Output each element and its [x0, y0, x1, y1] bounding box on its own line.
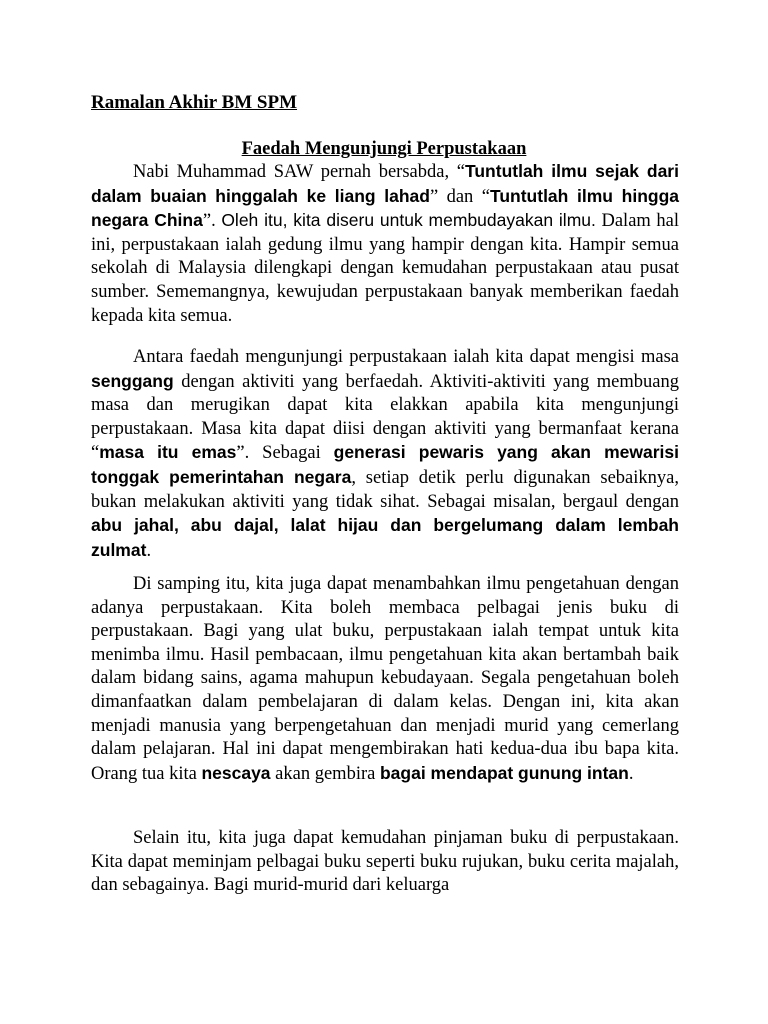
- document-title: Ramalan Akhir BM SPM: [91, 92, 298, 113]
- bold-quote: Tuntutlah ilmu sejak dari dalam buaian hinggalah ke liang lahad: [91, 161, 679, 206]
- paragraph-1: Nabi Muhammad SAW pernah bersabda, “Tuntutlah ilmu sejak dari dalam buaian hinggalah ke liang lahad” dan “Tuntutlah ilmu hingga negara China”. Oleh itu, kita diseru untuk membudayakan ilmu. Dalam hal ini, perpustakaan ialah gedung ilmu yang hampir dengan kita. Hampir semua sekolah di Malaysia dilengkapi dengan kemudahan perpustakaan atau pusat sumber. Sememangnya, kewujudan perpustakaan banyak memberikan faedah kepada kita semua.: [91, 161, 680, 326]
- paragraph-3: Di samping itu, kita juga dapat menambahkan ilmu pengetahuan dengan adanya perpustakaan. Kita boleh membaca pelbagai jenis buku di perpustakaan. Bagi yang ulat buku, perpustakaan ialah tempat untuk kita menimba ilmu. Hasil pembacaan, ilmu pengetahuan kita akan bertambah baik dalam bidang sains, agama mahupun kebudayaan. Segala pengetahuan boleh dimanfaatkan dalam pembelajaran di dalam kelas. Dengan ini, kita akan menjadi manusia yang berpengetahuan dan menjadi murid yang cemerlang dalam pelajaran. Hal ini dapat mengembirakan hati kedua-dua ibu bapa kita. Orang tua kita nescaya akan gembira bagai mendapat gunung intan.: [91, 574, 679, 784]
- bold-phrase: bagai mendapat gunung intan: [379, 762, 629, 783]
- bold-phrase: generasi pewaris yang akan mewarisi tonggak pemerintahan negara: [91, 442, 679, 487]
- bold-quote: Tuntutlah ilmu hingga negara China: [91, 185, 680, 231]
- paragraph-2: Antara faedah mengunjungi perpustakaan ialah kita dapat mengisi masa senggang dengan aktiviti yang berfaedah. Aktiviti-aktiviti yang membuang masa dan merugikan dapat kita elakkan apabila kita mengunjungi perpustakaan. Masa kita dapat diisi dengan aktiviti yang bermanfaat kerana “masa itu emas”. Sebagai generasi pewaris yang akan mewarisi tonggak pemerintahan negara, setiap detik perlu digunakan sebaiknya, bukan melakukan aktiviti yang tidak sihat. Sebagai misalan, bergaul dengan abu jahal, abu dajal, lalat hijau dan bergelumang dalam lembah zulmat.: [91, 347, 679, 561]
- essay-title: Faedah Mengunjungi Perpustakaan: [241, 139, 527, 159]
- bold-phrase: nescaya: [201, 762, 271, 783]
- bold-phrase: senggang: [91, 370, 174, 391]
- bold-phrase: masa itu emas: [99, 442, 237, 463]
- bold-phrase: abu jahal, abu dajal, lalat hijau dan bergelumang dalam lembah zulmat: [91, 515, 679, 560]
- paragraph-4: Selain itu, kita juga dapat kemudahan pinjaman buku di perpustakaan. Kita dapat meminjam pelbagai buku seperti buku rujukan, buku cerita majalah, dan sebagainya. Bagi murid-murid dari keluarga: [91, 828, 679, 896]
